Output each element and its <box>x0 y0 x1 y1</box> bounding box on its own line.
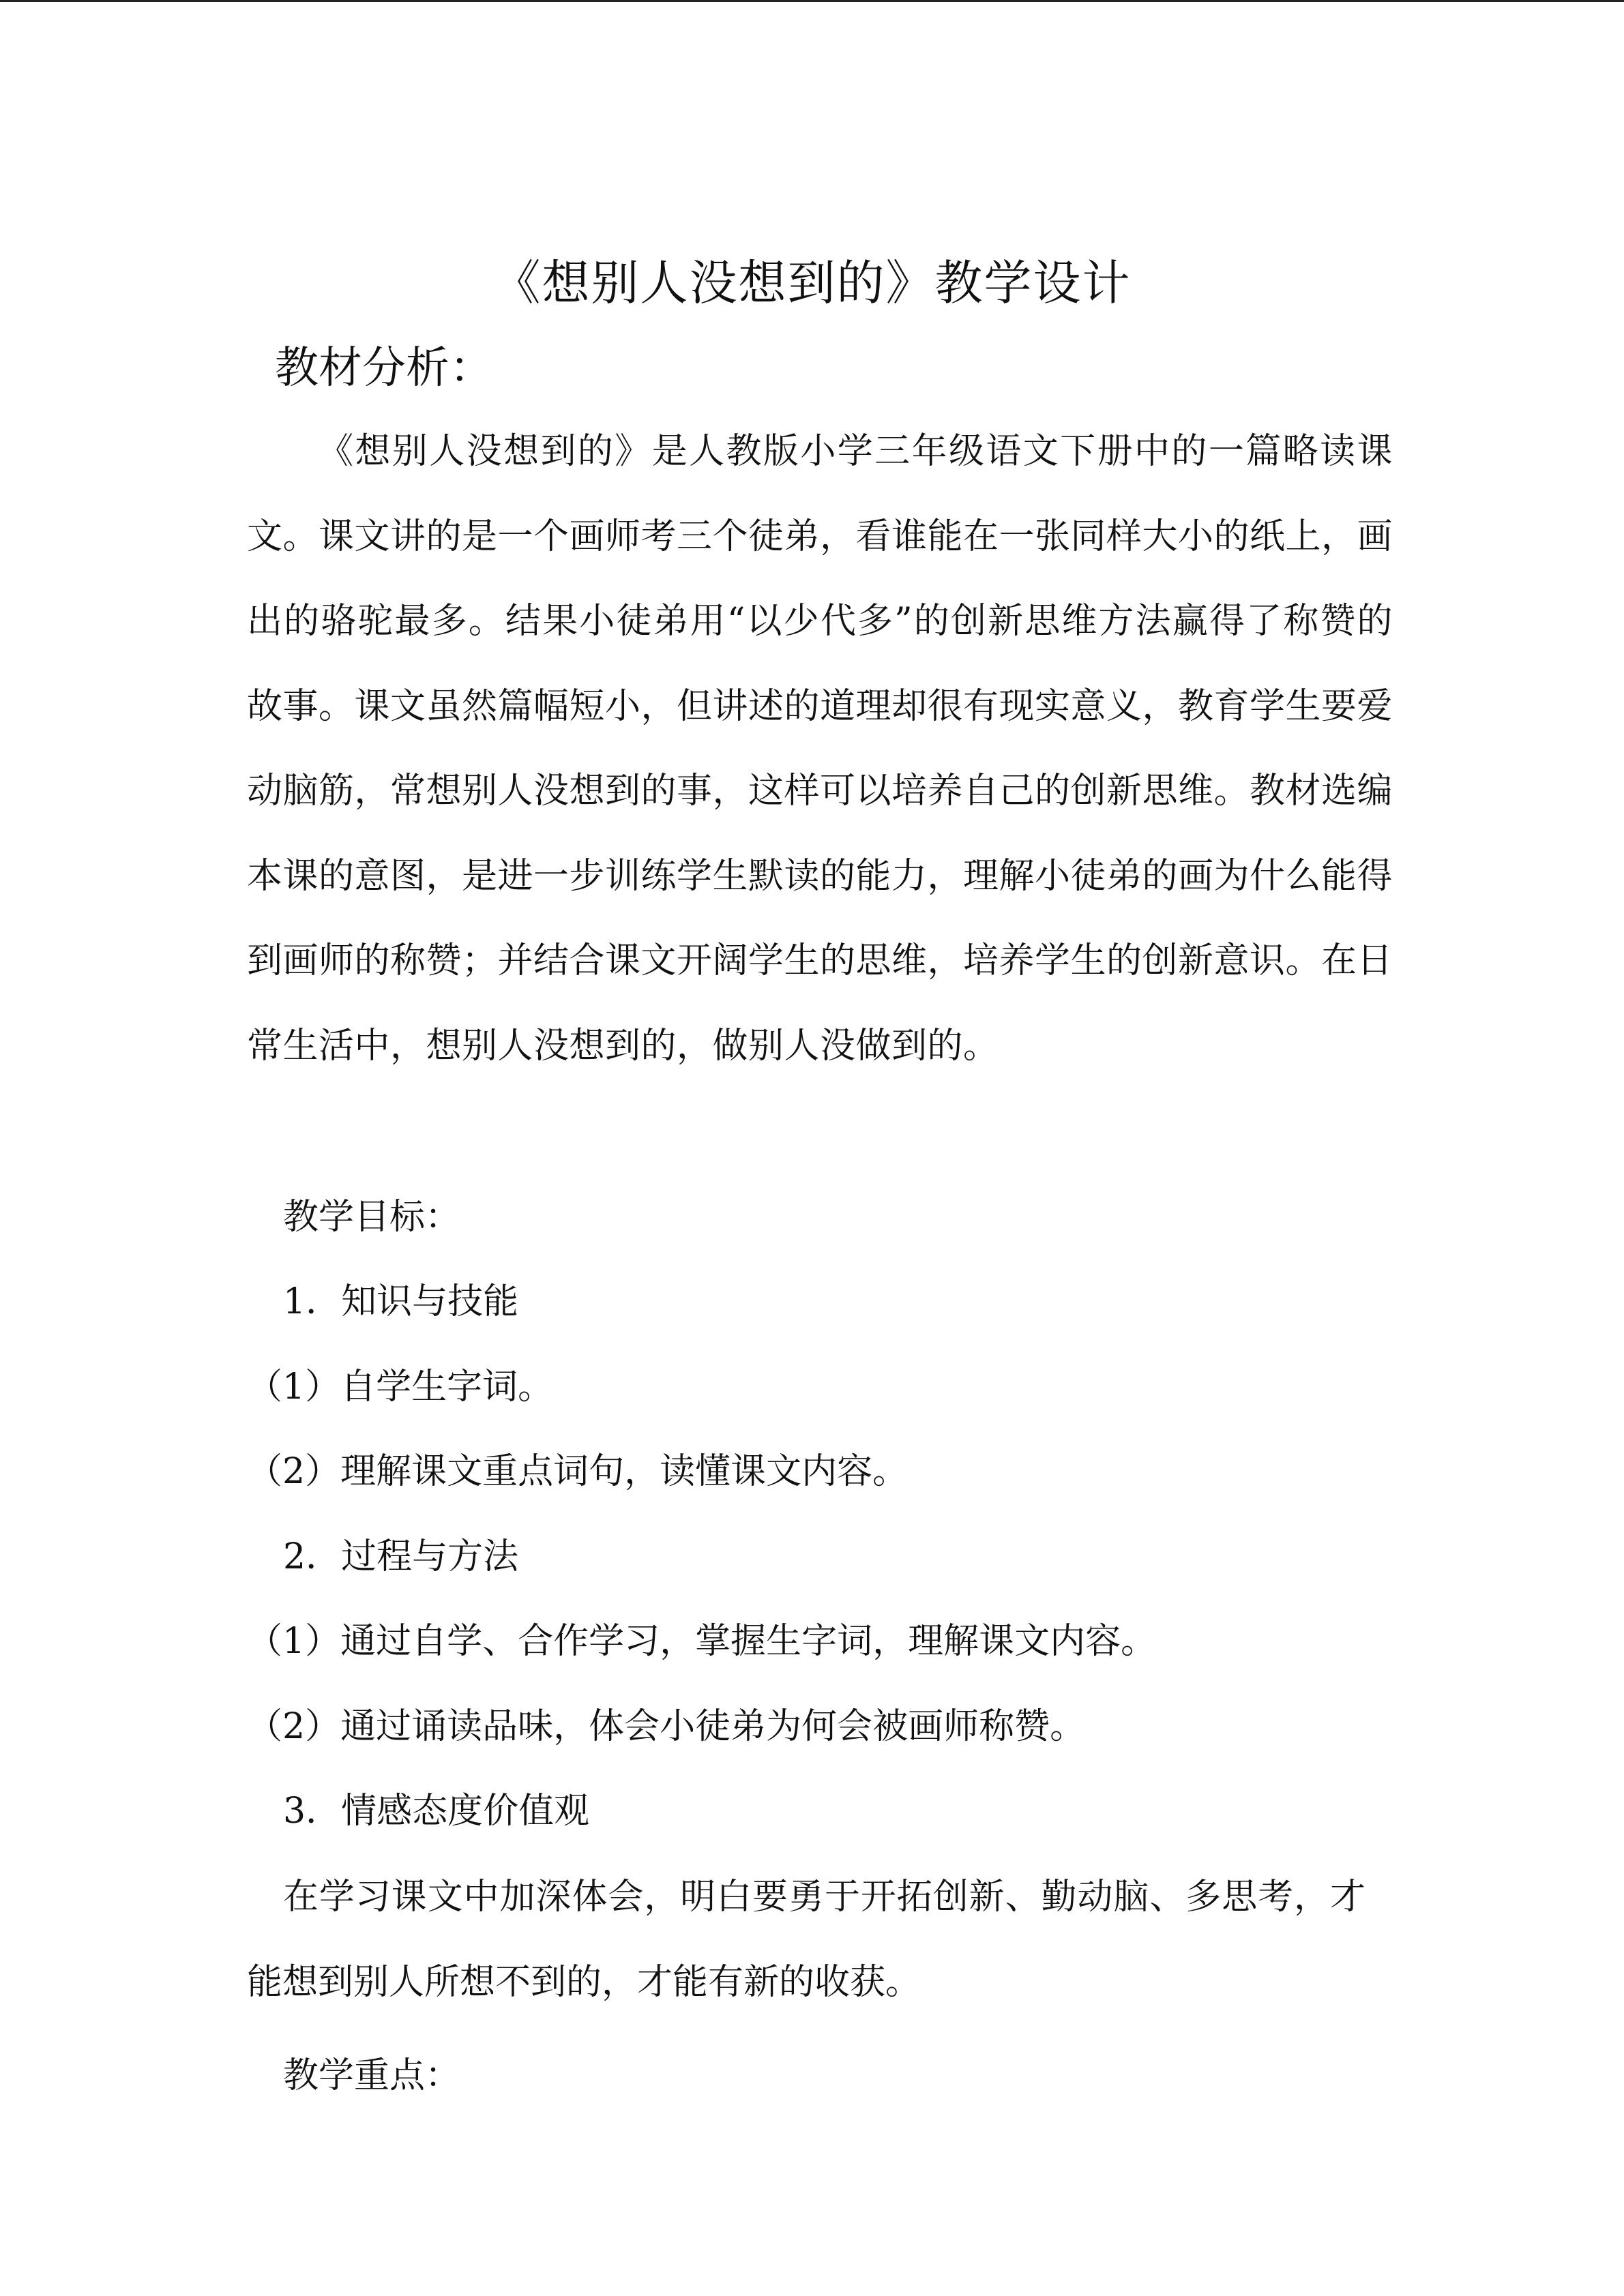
goal3-paragraph: 在学习课文中加深体会，明白要勇于开拓创新、勤动脑、多思考，才能想到别人所想不到的，才能有新的收获。 <box>247 1877 1365 2003</box>
goal1-item2: （2）理解课文重点词句，读懂课文内容。 <box>247 1451 909 1492</box>
goal3-heading: 3．情感态度价值观 <box>283 1791 590 1832</box>
analysis-paragraph: 《想别人没想到的》是人教版小学三年级语文下册中的一篇略读课文。课文讲的是一个画师考三个徒弟，看谁能在一张同样大小的纸上，画出的骆驼最多。结果小徒弟用“以少代多”的创新思维方法赢得了称赞的故事。课文虽然篇幅短小，但讲述的道理却很有现实意义，教育学生要爱动脑筋，常想别人没想到的事，这样可以培养自己的创新思维。教材选编本课的意图，是进一步训练学生默读的能力，理解小徒弟的画为什么能得到画师的称赞；并结合课文开阔学生的思维，培养学生的创新意识。在日常生活中，想别人没想到的，做别人没做到的。 <box>247 431 1393 1067</box>
goal2-item2: （2）通过诵读品味，体会小徒弟为何会被画师称赞。 <box>247 1706 1086 1747</box>
goal1-item1: （1）自学生字词。 <box>247 1367 554 1407</box>
goal2-item1: （1）通过自学、合作学习，掌握生字词，理解课文内容。 <box>247 1621 1157 1662</box>
goal2-heading: 2．过程与方法 <box>283 1536 519 1577</box>
document-title: 《想别人没想到的》教学设计 <box>492 255 1132 311</box>
goal1-heading: 1．知识与技能 <box>283 1281 519 1322</box>
goals-heading: 教学目标： <box>283 1197 461 1238</box>
key-points-heading: 教学重点： <box>283 2055 461 2096</box>
analysis-heading: 教材分析： <box>275 343 493 393</box>
